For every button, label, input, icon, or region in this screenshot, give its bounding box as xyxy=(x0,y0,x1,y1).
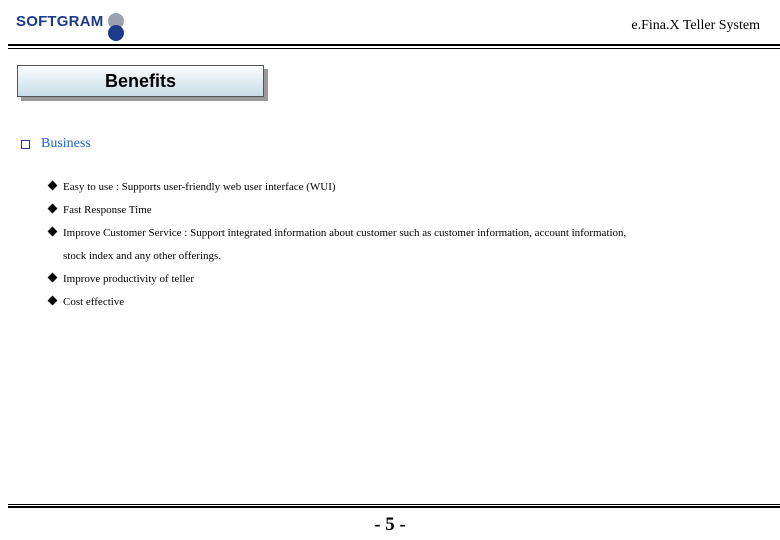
bullet-text: Improve Customer Service : Support integrated information about customer such as customer information, account information, xyxy=(63,227,627,239)
company-logo xyxy=(16,13,128,43)
diamond-bullet-icon xyxy=(48,181,58,191)
bullet-item xyxy=(48,199,748,222)
bullet-list xyxy=(48,176,748,314)
logo-text: SOFTGRAM xyxy=(16,13,104,30)
page-number: - 5 - xyxy=(374,514,406,535)
diamond-bullet-icon xyxy=(48,273,58,283)
bullet-item xyxy=(48,268,748,291)
bullet-item xyxy=(48,222,748,245)
section-heading xyxy=(21,135,91,153)
bullet-continuation xyxy=(48,245,748,268)
bullet-text: Fast Response Time xyxy=(63,204,152,216)
footer-divider xyxy=(8,504,780,508)
bullet-text: Easy to use : Supports user-friendly web user interface (WUI) xyxy=(63,181,336,193)
softgram-logo-mark-icon xyxy=(104,13,128,43)
bullet-item xyxy=(48,176,748,199)
bullet-continuation-text: stock index and any other offerings. xyxy=(63,250,222,262)
diamond-bullet-icon xyxy=(48,296,58,306)
diamond-bullet-icon xyxy=(48,227,58,237)
slide-title: Benefits xyxy=(17,65,264,97)
bullet-item xyxy=(48,291,748,314)
checkbox-icon xyxy=(21,140,30,149)
section-label: Business xyxy=(41,136,91,151)
bullet-text: Improve productivity of teller xyxy=(63,273,195,285)
header-divider xyxy=(8,44,780,49)
diamond-bullet-icon xyxy=(48,204,58,214)
bullet-text: Cost effective xyxy=(63,296,125,308)
system-title: e.Fina.X Teller System xyxy=(631,18,760,33)
